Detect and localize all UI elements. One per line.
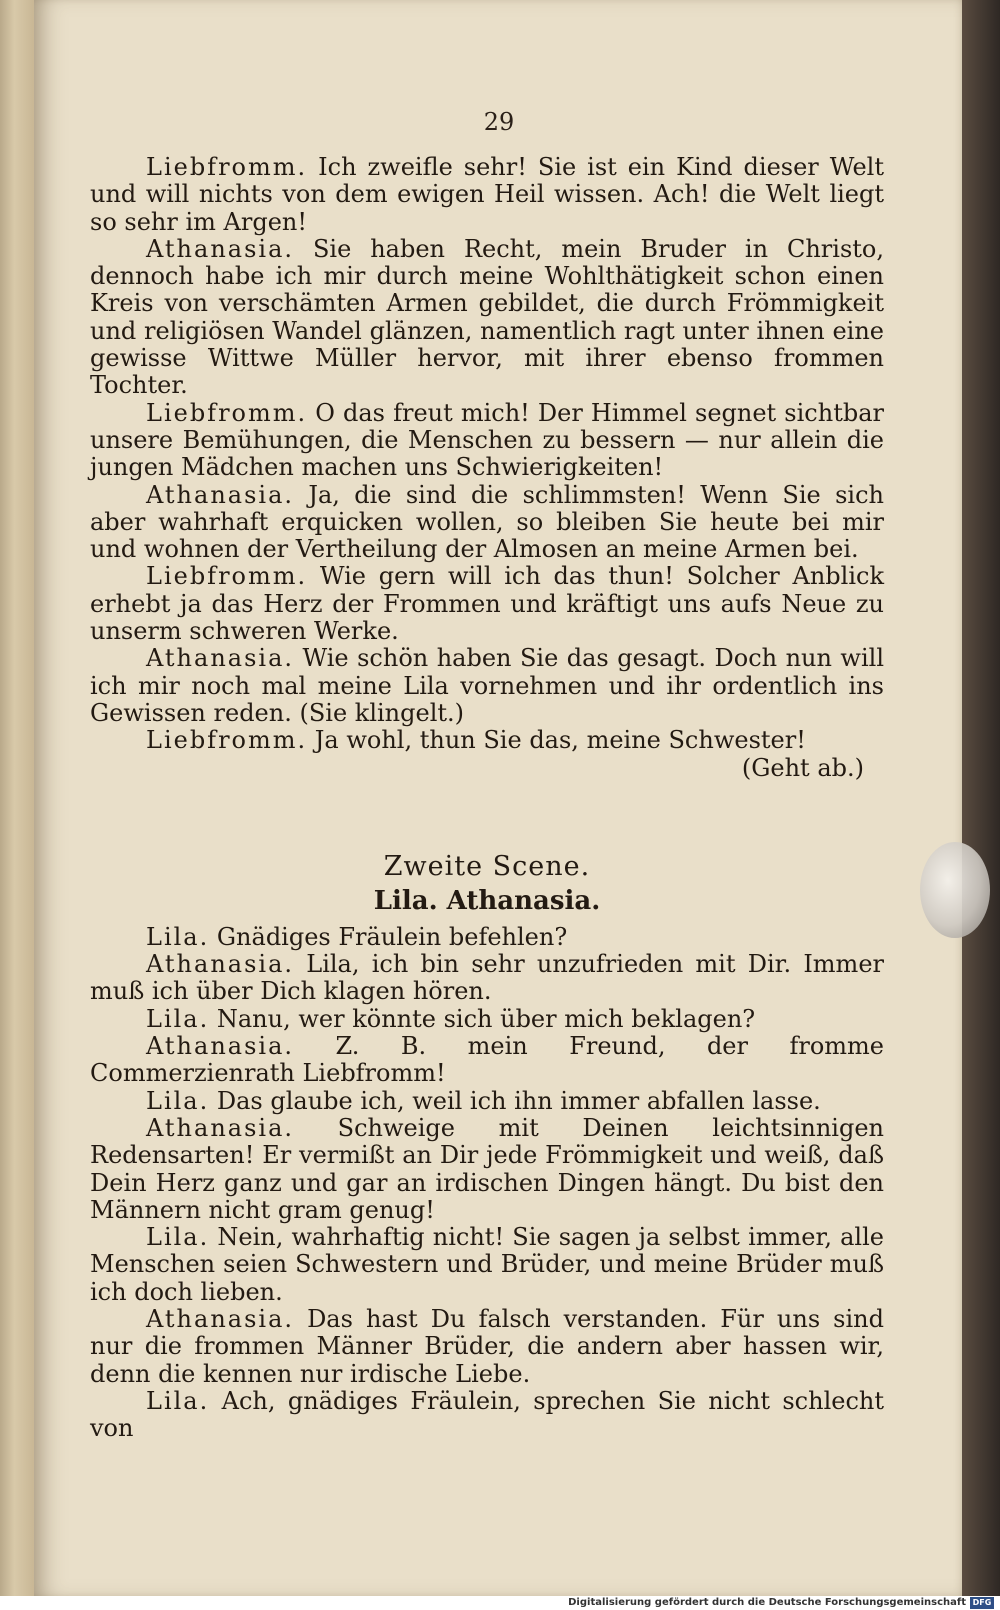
- text-block: [90, 154, 884, 1442]
- speaker-name: Liebfromm.: [146, 562, 308, 591]
- dialogue-text: Ach, gnädiges Fräulein, sprechen Sie nicht schlecht von: [90, 1386, 884, 1443]
- dialogue-paragraph: [90, 951, 884, 1006]
- speaker-name: Liebfromm.: [146, 398, 308, 427]
- dialogue-paragraph: [90, 645, 884, 727]
- magnifier-glare: [920, 842, 990, 938]
- speaker-name: Athanasia.: [146, 1304, 295, 1333]
- dialogue-text: Das hast Du falsch verstanden. Für uns sind nur die frommen Männer Brüder, die andern aber hassen wir, denn die kennen nur irdische Liebe.: [90, 1304, 884, 1388]
- speaker-name: Athanasia.: [146, 234, 295, 263]
- scene-persons: Lila. Athanasia.: [373, 885, 601, 916]
- footer-bar: [0, 1596, 1000, 1610]
- dialogue-text: Gnädiges Fräulein befehlen?: [216, 922, 568, 951]
- speaker-name: Liebfromm.: [146, 726, 308, 755]
- speaker-name: Lila.: [146, 922, 210, 951]
- dialogue-paragraph: [90, 924, 884, 951]
- scene-title: Zweite Scene.: [383, 850, 591, 882]
- page-number: 29: [483, 108, 515, 136]
- dialogue-text: Sie haben Recht, mein Bruder in Christo, dennoch habe ich mir durch meine Wohlthätigkeit schon einen Kreis von verschämten Armen gebildet, die durch Frömmigkeit und religiösen Wandel glänzen, namentlich ragt unter ihnen eine gewisse Wittwe Müller hervor, mit ihrer ebenso frommen Tochter.: [90, 234, 884, 400]
- page-shadow-edge: [962, 0, 1000, 1596]
- speaker-name: Athanasia.: [146, 1113, 295, 1142]
- speaker-name: Athanasia.: [146, 644, 295, 673]
- dialogue-text: Wie schön haben Sie das gesagt. Doch nun will ich mir noch mal meine Lila vornehmen und ihr ordentlich ins Gewissen reden. (Sie klingelt.): [90, 644, 884, 727]
- dialogue-text: Ja, die sind die schlimmsten! Wenn Sie sich aber wahrhaft erquicken wollen, so bleiben Sie heute bei mir und wohnen der Vertheilung der Almosen an meine Armen bei.: [90, 480, 884, 564]
- speaker-name: Lila.: [146, 1386, 210, 1415]
- paragraphs-after: [90, 924, 884, 1443]
- dialogue-paragraph: [90, 1388, 884, 1443]
- dialogue-paragraph: [90, 1033, 884, 1088]
- dialogue-paragraph: [90, 154, 884, 236]
- dialogue-text: Schweige mit Deinen leichtsinnigen Redensarten! Er vermißt an Dir jede Frömmigkeit und weiß, daß Dein Herz ganz und gar an irdischen Dingen hängt. Du bist den Männern nicht gram genug!: [90, 1113, 884, 1224]
- dfg-logo-icon: DFG: [970, 1597, 994, 1609]
- dialogue-paragraph: [90, 400, 884, 482]
- dialogue-text: Das glaube ich, weil ich ihn immer abfallen lasse.: [216, 1086, 821, 1115]
- speaker-name: Athanasia.: [146, 480, 295, 509]
- dialogue-paragraph: [90, 1224, 884, 1306]
- dialogue-paragraph: [90, 482, 884, 564]
- speaker-name: Lila.: [146, 1223, 210, 1252]
- dialogue-paragraph: [90, 1088, 884, 1115]
- dialogue-paragraph: [90, 1006, 884, 1033]
- dialogue-text: Z. B. mein Freund, der fromme Commerzienrath Liebfromm!: [90, 1032, 884, 1088]
- dialogue-paragraph: [90, 1115, 884, 1224]
- dialogue-text: O das freut mich! Der Himmel segnet sichtbar unsere Bemühungen, die Menschen zu bessern — nur allein die jungen Mädchen machen uns Schwierigkeiten!: [90, 398, 884, 482]
- dialogue-paragraph: [90, 1306, 884, 1388]
- left-page-edge: [0, 0, 36, 1596]
- speaker-name: Lila.: [146, 1004, 210, 1033]
- dialogue-paragraph: [90, 727, 884, 754]
- dialogue-text: Nein, wahrhaftig nicht! Sie sagen ja selbst immer, alle Menschen seien Schwestern und Brüder, und meine Brüder muß ich doch lieben.: [90, 1223, 884, 1306]
- speaker-name: Athanasia.: [146, 950, 295, 979]
- dialogue-text: Nanu, wer könnte sich über mich beklagen?: [216, 1004, 756, 1033]
- speaker-name: Liebfromm.: [146, 153, 308, 181]
- stage-direction-exit: (Geht ab.): [741, 753, 864, 782]
- paragraphs-before: [90, 154, 884, 755]
- book-page: [34, 0, 964, 1596]
- dialogue-text: Ich zweifle sehr! Sie ist ein Kind dieser Welt und will nichts von dem ewigen Heil wissen. Ach! die Welt liegt so sehr im Argen!: [90, 153, 884, 236]
- dialogue-paragraph: [90, 563, 884, 645]
- dialogue-text: Wie gern will ich das thun! Solcher Anblick erhebt ja das Herz der Frommen und kräftigt uns aufs Neue zu unserm schweren Werke.: [90, 562, 884, 646]
- speaker-name: Lila.: [146, 1086, 210, 1115]
- dialogue-text: Ja wohl, thun Sie das, meine Schwester!: [314, 726, 806, 755]
- speaker-name: Athanasia.: [146, 1032, 295, 1061]
- dialogue-paragraph: [90, 236, 884, 400]
- dialogue-text: Lila, ich bin sehr unzufrieden mit Dir. Immer muß ich über Dich klagen hören.: [90, 950, 884, 1006]
- footer-credit: Digitalisierung gefördert durch die Deutsche Forschungsgemeinschaft: [568, 1597, 966, 1608]
